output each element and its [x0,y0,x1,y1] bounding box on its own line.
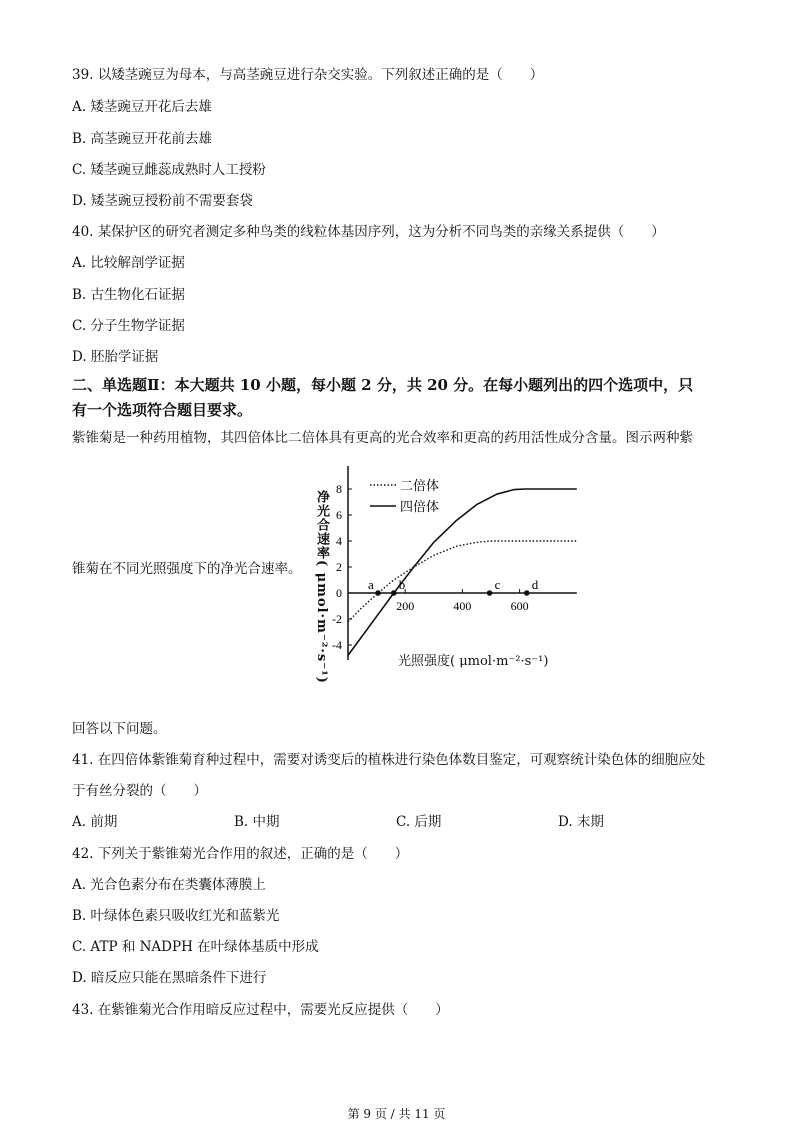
y-tick-label: 2 [336,560,342,574]
option-d: D. 胚胎学证据 [72,349,159,365]
section-heading-cont: 有一个选项符合题目要求。 [72,401,253,419]
option-c: C. 后期 [396,814,442,830]
point-b [391,590,397,596]
point-label: a [368,577,374,592]
option-a: A. 前期 [72,814,118,830]
section-heading: 二、单选题Ⅱ：本大题共 10 小题，每小题 2 分，共 20 分。在每小题列出的四个选项中，只 [72,376,694,394]
point-label: d [531,577,539,592]
option-b: B. 高茎豌豆开花前去雄 [72,131,213,147]
option-d: D. 矮茎豌豆授粉前不需要套袋 [72,193,253,209]
option-a: A. 比较解剖学证据 [72,255,185,271]
point-a [375,590,381,596]
question-stem: 39. 以矮茎豌豆为母本，与高茎豌豆进行杂交实验。下列叙述正确的是（ ） [72,67,544,83]
option-b: B. 中期 [234,814,280,830]
option-b: B. 叶绿体色素只吸收红光和蓝紫光 [72,908,280,924]
question-stem: 40. 某保护区的研究者测定多种鸟类的线粒体基因序列，这为分析不同鸟类的亲缘关系提供（ ） [72,224,665,240]
question-stem: 41. 在四倍体紫锥菊育种过程中，需要对诱变后的植株进行染色体数目鉴定，可观察统计染色体的细胞应处 [72,752,706,768]
option-d: D. 暗反应只能在黑暗条件下进行 [72,970,267,986]
legend-label: 四倍体 [400,500,440,515]
series-line-tetraploid [348,489,577,655]
option-c: C. ATP 和 NADPH 在叶绿体基质中形成 [72,939,319,955]
point-c [487,590,493,596]
y-axis-label: 净光合速率( μmol·m⁻²·s⁻¹) [314,490,329,684]
point-d [524,590,530,596]
question-stem: 42. 下列关于紫锥菊光合作用的叙述，正确的是（ ） [72,846,409,862]
legend-label: 二倍体 [400,479,440,494]
y-tick-label: 6 [336,508,342,522]
y-tick-label: -4 [332,638,342,652]
instruction-text: 回答以下问题。 [72,721,167,737]
intro-text-cont: 锥菊在不同光照强度下的净光合速率。 [72,561,302,577]
y-tick-label: -2 [332,612,342,626]
point-label: c [494,577,501,592]
option-c: C. 分子生物学证据 [72,318,185,334]
y-tick-label: 8 [336,482,342,496]
x-tick-label: 600 [510,599,529,613]
x-axis-label: 光照强度( μmol·m⁻²·s⁻¹) [398,654,549,669]
intro-text: 紫锥菊是一种药用植物，其四倍体比二倍体具有更高的光合效率和更高的药用活性成分含量。图示两种紫 [72,430,693,446]
question-stem-cont: 于有丝分裂的（ ） [72,783,207,799]
option-b: B. 古生物化石证据 [72,287,186,303]
net-photosynthesis-chart [300,460,590,660]
x-tick-label: 200 [396,599,415,613]
x-tick-label: 400 [453,599,472,613]
option-d: D. 末期 [558,814,604,830]
question-43-stem: 43. 在紫锥菊光合作用暗反应过程中，需要光反应提供（ ） [72,1002,449,1018]
y-tick-label: 4 [336,534,342,548]
option-a: A. 矮茎豌豆开花后去雄 [72,99,212,115]
option-c: C. 矮茎豌豆雌蕊成熟时人工授粉 [72,162,266,178]
y-tick-label: 0 [336,586,342,600]
option-a: A. 光合色素分布在类囊体薄膜上 [72,877,266,893]
page-footer: 第 9 页 / 共 11 页 [347,1107,446,1121]
point-label: b [398,577,406,592]
